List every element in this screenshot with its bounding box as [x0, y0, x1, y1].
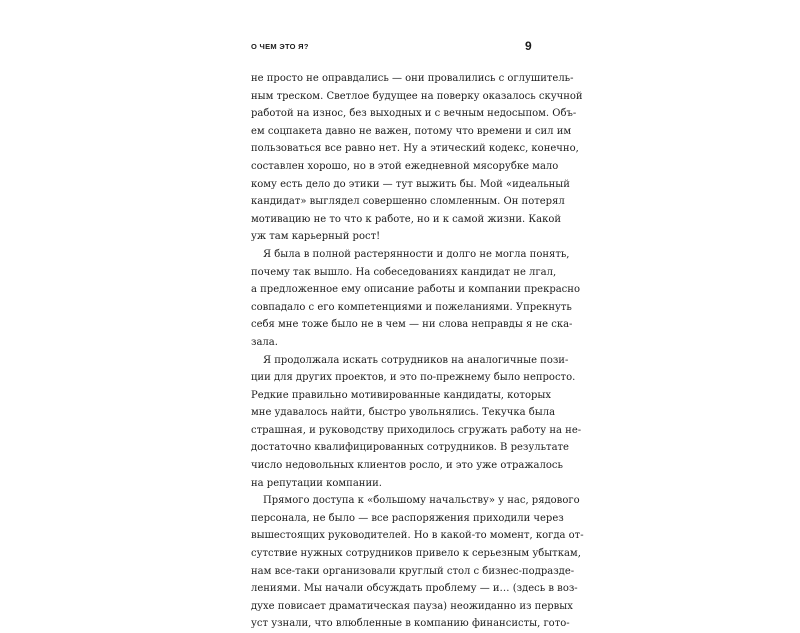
text-line: Я продолжала искать сотрудников на аналогичные пози- — [263, 354, 569, 366]
text-line: Я была в полной растерянности и долго не могла понять, — [263, 248, 570, 260]
text-line: вышестоящих руководителей. Но в какой-то момент, когда от- — [251, 530, 584, 542]
text-line: пользоваться все равно нет. Ну а этический кодекс, конечно, — [251, 143, 579, 155]
text-line: число недовольных клиентов росло, и это уже отражалось — [251, 460, 563, 472]
text-line: не просто не оправдались — они провалились с оглушитель- — [251, 73, 574, 84]
text-line: уст узнали, что влюбленные в компанию финансисты, гото- — [251, 618, 570, 630]
text-line: зала. — [251, 336, 278, 348]
running-header: О ЧЕМ ЭТО Я? — [251, 42, 309, 51]
text-line: составлен хорошо, но в этой ежедневной мясорубке мало — [251, 160, 559, 172]
body-text — [251, 70, 584, 633]
page-number: 9 — [525, 39, 532, 53]
text-line: почему так вышло. На собеседованиях кандидат не лгал, — [251, 266, 557, 278]
text-line: уж там карьерный рост! — [251, 231, 381, 243]
text-line: ным треском. Светлое будущее на поверку оказалось скучной — [251, 90, 583, 102]
text-line: мотивацию не то что к работе, но и к самой жизни. Какой — [251, 213, 562, 225]
text-line: работой на износ, без выходных и с вечным недосыпом. Объ- — [251, 108, 577, 120]
text-line: Прямого доступа к «большому начальству» у нас, рядового — [263, 495, 580, 507]
text-line: Редкие правильно мотивированные кандидаты, которых — [251, 389, 551, 401]
text-line: страшная, и руководству приходилось сгружать работу на не- — [251, 424, 582, 436]
text-line: персонала, не было — все распоряжения приходили через — [251, 512, 564, 524]
text-line: совпадало с его компетенциями и пожеланиями. Упрекнуть — [251, 301, 572, 313]
text-line: мне удавалось найти, быстро увольнялись. Текучка была — [251, 407, 556, 419]
text-line: кандидат» выглядел совершенно сломленным. Он потерял — [251, 196, 565, 208]
text-line: лениями. Мы начали обсуждать проблему — и… (здесь в воз- — [251, 583, 578, 595]
text-line: а предложенное ему описание работы и компании прекрасно — [251, 284, 580, 296]
text-line: на репутации компании. — [251, 477, 382, 489]
text-line: достаточно квалифицированных сотрудников. В результате — [251, 442, 569, 454]
text-line: ем соцпакета давно не важен, потому что времени и сил им — [251, 125, 572, 137]
text-line: ции для других проектов, и это по-прежнему было непросто. — [251, 372, 576, 384]
text-line: духе повисает драматическая пауза) неожиданно из первых — [251, 600, 573, 612]
text-line: себя мне тоже было не в чем — ни слова неправды я не ска- — [251, 319, 573, 331]
text-line: нам все-таки организовали круглый стол с бизнес-подразде- — [251, 565, 575, 577]
text-line: сутствие нужных сотрудников привело к серьезным убыткам, — [251, 548, 581, 560]
text-line: кому есть дело до этики — тут выжить бы. Мой «идеальный — [251, 178, 570, 190]
